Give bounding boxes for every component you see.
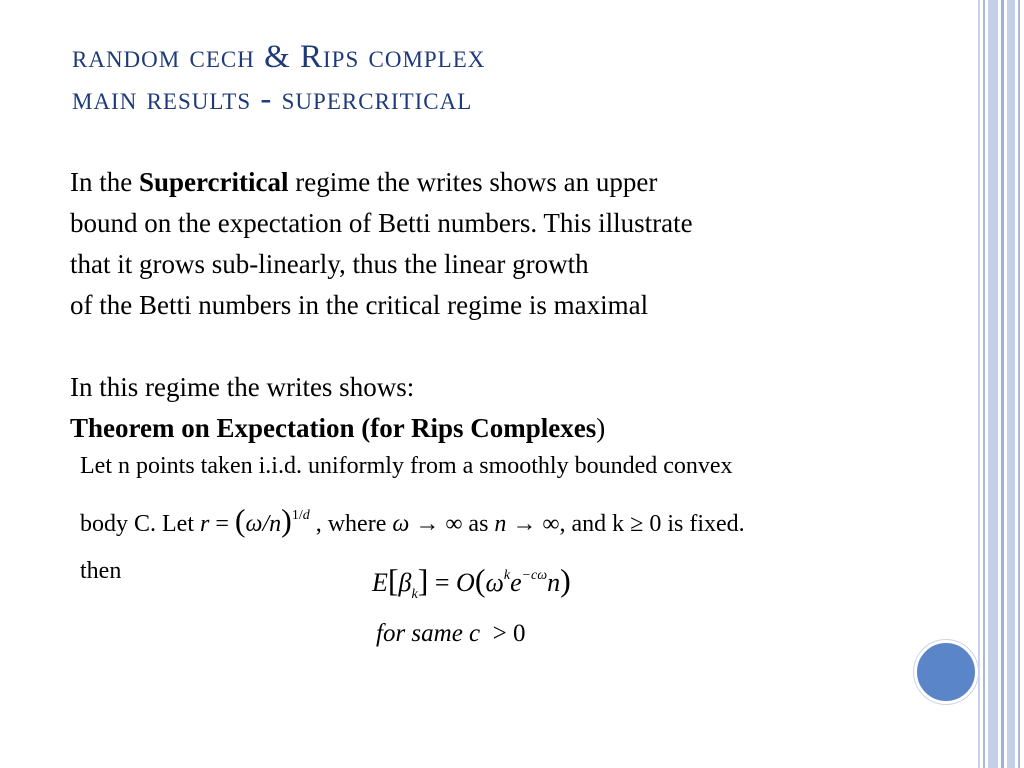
- text-span: ): [596, 413, 606, 443]
- text-span: as: [468, 511, 489, 537]
- theorem-title: Theorem on Expectation (for Rips Complexes: [70, 413, 597, 443]
- title-line-2: main results - supercritical: [72, 81, 473, 117]
- theorem-line-2: body C. Let $r = (\omega/n)^{1/d}$ , where ω → ∞ as n → ∞, and k ≥ 0 is fixed.: [80, 502, 745, 538]
- paragraph-line: of the Betti numbers in the critical regime is maximal: [70, 290, 649, 320]
- theorem-line-1: Let n points taken i.i.d. uniformly from a smoothly bounded convex: [80, 453, 733, 479]
- formula-condition: for same c > 0: [376, 620, 526, 647]
- slide-title: [72, 36, 485, 120]
- theorem-line-3: then: [80, 558, 122, 584]
- slide-body: [70, 162, 693, 449]
- paragraph-line: bound on the expectation of Betti numbers. This illustrate: [70, 208, 693, 238]
- border-stripe: [1007, 0, 1015, 768]
- text-span: body C. Let: [80, 511, 200, 537]
- title-line-1: random cech & Rips complex: [72, 39, 486, 75]
- border-stripe: [1001, 0, 1004, 768]
- radius-formula: $r = (\omega/n)^{1/d}$: [200, 502, 310, 538]
- limit-formula: n → ∞,: [494, 511, 566, 537]
- border-stripe: [983, 0, 985, 768]
- border-stripe: [978, 0, 980, 768]
- bold-term: Supercritical: [138, 167, 289, 197]
- border-stripe: [1018, 0, 1020, 768]
- condition-text: for same c: [376, 620, 481, 647]
- expectation-formula: $E[\beta_k] = O(\omega^ke^{-c\omega}n)$: [372, 562, 571, 602]
- theorem-heading: [70, 408, 693, 449]
- text-span: and k ≥ 0 is fixed.: [571, 511, 745, 537]
- paragraph-line: that it grows sub-linearly, thus the linear growth: [70, 249, 589, 279]
- border-stripe: [988, 0, 998, 768]
- limit-formula: ω → ∞: [392, 511, 463, 537]
- text-span: regime the writes shows an upper: [288, 167, 658, 197]
- text-span: In the: [70, 167, 139, 197]
- right-border-decoration: [978, 0, 1024, 768]
- decorative-circle-icon: [914, 640, 978, 704]
- paragraph-line: In this regime the writes shows:: [70, 372, 415, 402]
- text-span: where: [327, 511, 387, 537]
- paragraph-line: [70, 162, 693, 203]
